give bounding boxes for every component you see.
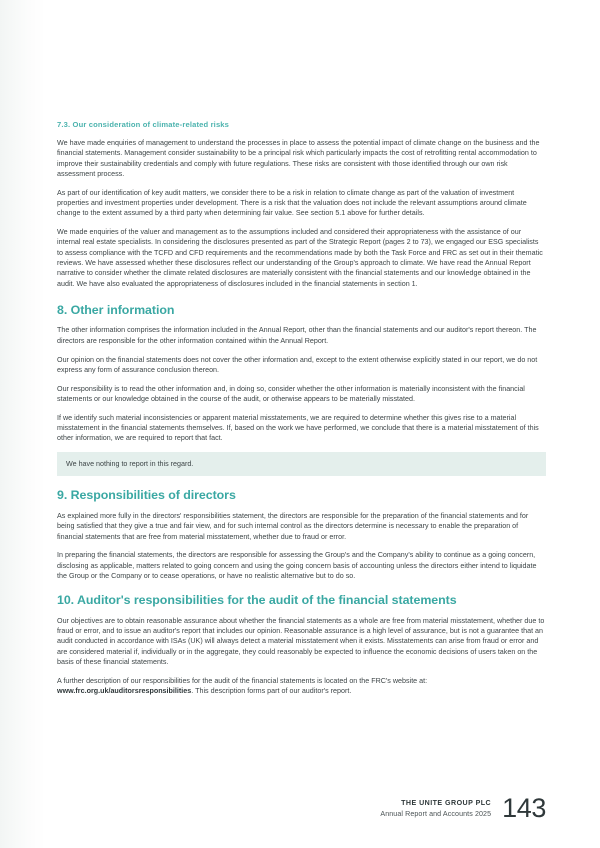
section-8-paragraph-4: If we identify such material inconsistencies or apparent material misstatements, we are required to determine whether this gives rise to a material misstatement in the financial statements themselves. If, based on the work we have performed, we conclude that there is a material misstatement of this other information, we are required to report that fact. bbox=[57, 413, 539, 443]
section-10-heading: 10. Auditor's responsibilities for the audit of the financial statements bbox=[57, 593, 457, 608]
section-7-3-paragraph-2: As part of our identification of key audit matters, we consider there to be a risk in relation to climate change as part of the valuation of investment properties and investment properties under development. There is a risk that the valuation does not include the relevant assumptions around climate change to the extent assumed by a third party when determining fair value. See section 5.1 above for further details. bbox=[57, 188, 527, 218]
section-7-3 bbox=[57, 120, 546, 289]
section-7-3-heading: 7.3. Our consideration of climate-related risks bbox=[57, 120, 230, 129]
page-number: 143 bbox=[502, 793, 546, 823]
section-7-3-paragraph-1: We have made enquiries of management to understand the processes in place to assess the potential impact of climate change on the business and the financial statements. Management consider sustainability to be a principal risk which particularly impacts the cost of retrofitting rental accommodation to improve their sustainability credentials and comply with future regulations. These risks are consistent with those identified through our own risk assessment process. bbox=[57, 139, 540, 178]
section-10-paragraph-1: Our objectives are to obtain reasonable assurance about whether the financial statements as a whole are free from material misstatement, whether due to fraud or error, and to issue an auditor's report that includes our opinion. Reasonable assurance is a high level of assurance, but is not a guarantee that an audit conducted in accordance with ISAs (UK) will always detect a material misstatement when it exists. Misstatements can arise from fraud or error and are considered material if, individually or in the aggregate, they could reasonably be expected to influence the economic decisions of users taken on the basis of these financial statements. bbox=[57, 616, 545, 666]
section-7-3-paragraph-3: We made enquiries of the valuer and management as to the assumptions included and considered their appropriateness with the assistance of our internal real estate specialists. In considering the disclosures presented as part of the Strategic Report (pages 2 to 73), we engaged our ESG specialists to assess compliance with the TCFD and CFD requirements and the recommendations made by both the Task Force and FRC as set out in their thematic reviews. We have assessed whether these disclosures reflect our understanding of the Group's approach to climate. We have read the Annual Report narrative to consider whether the climate related disclosures are materially consistent with the financial statements and our knowledge obtained in the audit. We have also evaluated the appropriateness of disclosures included in the financial statements in section 1. bbox=[57, 228, 543, 288]
frc-trail-text: . This description forms part of our auditor's report. bbox=[191, 687, 352, 695]
section-9 bbox=[57, 488, 546, 581]
section-8-paragraph-1: The other information comprises the information included in the Annual Report, other than the financial statements and our auditor's report thereon. The directors are responsible for the other information contained within the Annual Report. bbox=[57, 326, 537, 345]
section-9-paragraph-2: In preparing the financial statements, the directors are responsible for assessing the Group's and the Company's ability to continue as a going concern, disclosing as applicable, matters related to going concern and using the going concern basis of accounting unless the directors either intend to liquidate the Group or the Company or to cease operations, or have no realistic alternative but to do so. bbox=[57, 551, 537, 580]
frc-website-link[interactable]: www.frc.org.uk/auditorsresponsibilities bbox=[57, 687, 192, 695]
section-10 bbox=[57, 593, 546, 696]
footer-text-block bbox=[380, 798, 491, 822]
section-8-paragraph-3: Our responsibility is to read the other information and, in doing so, consider whether the other information is materially inconsistent with the financial statements or our knowledge obtained in the course of the audit, or otherwise appears to be materially misstated. bbox=[57, 384, 525, 403]
nothing-to-report-callout bbox=[57, 452, 546, 476]
footer-company-name: THE UNITE GROUP PLC bbox=[401, 799, 492, 807]
section-10-final-paragraph bbox=[57, 676, 546, 697]
section-9-heading: 9. Responsibilities of directors bbox=[57, 488, 236, 503]
frc-lead-text: A further description of our responsibilities for the audit of the financial statements is located on the FRC's website at: bbox=[57, 676, 428, 685]
section-8 bbox=[57, 303, 546, 476]
page-footer bbox=[380, 795, 546, 822]
section-9-paragraph-1: As explained more fully in the directors' responsibilities statement, the directors are responsible for the preparation of the financial statements and for being satisfied that they give a true and fair view, and for such internal control as the directors determine is necessary to enable the preparation of financial statements that are free from material misstatement, whether due to fraud or error. bbox=[57, 511, 529, 541]
section-8-heading: 8. Other information bbox=[57, 302, 175, 317]
nothing-to-report-text: We have nothing to report in this regard. bbox=[66, 460, 194, 469]
page-content bbox=[57, 120, 546, 696]
section-8-paragraph-2: Our opinion on the financial statements does not cover the other information and, except to the extent otherwise explicitly stated in our report, we do not express any form of assurance conclusion thereon. bbox=[57, 355, 538, 374]
footer-report-title: Annual Report and Accounts 2025 bbox=[380, 810, 492, 818]
page-spine-shadow bbox=[0, 0, 46, 848]
